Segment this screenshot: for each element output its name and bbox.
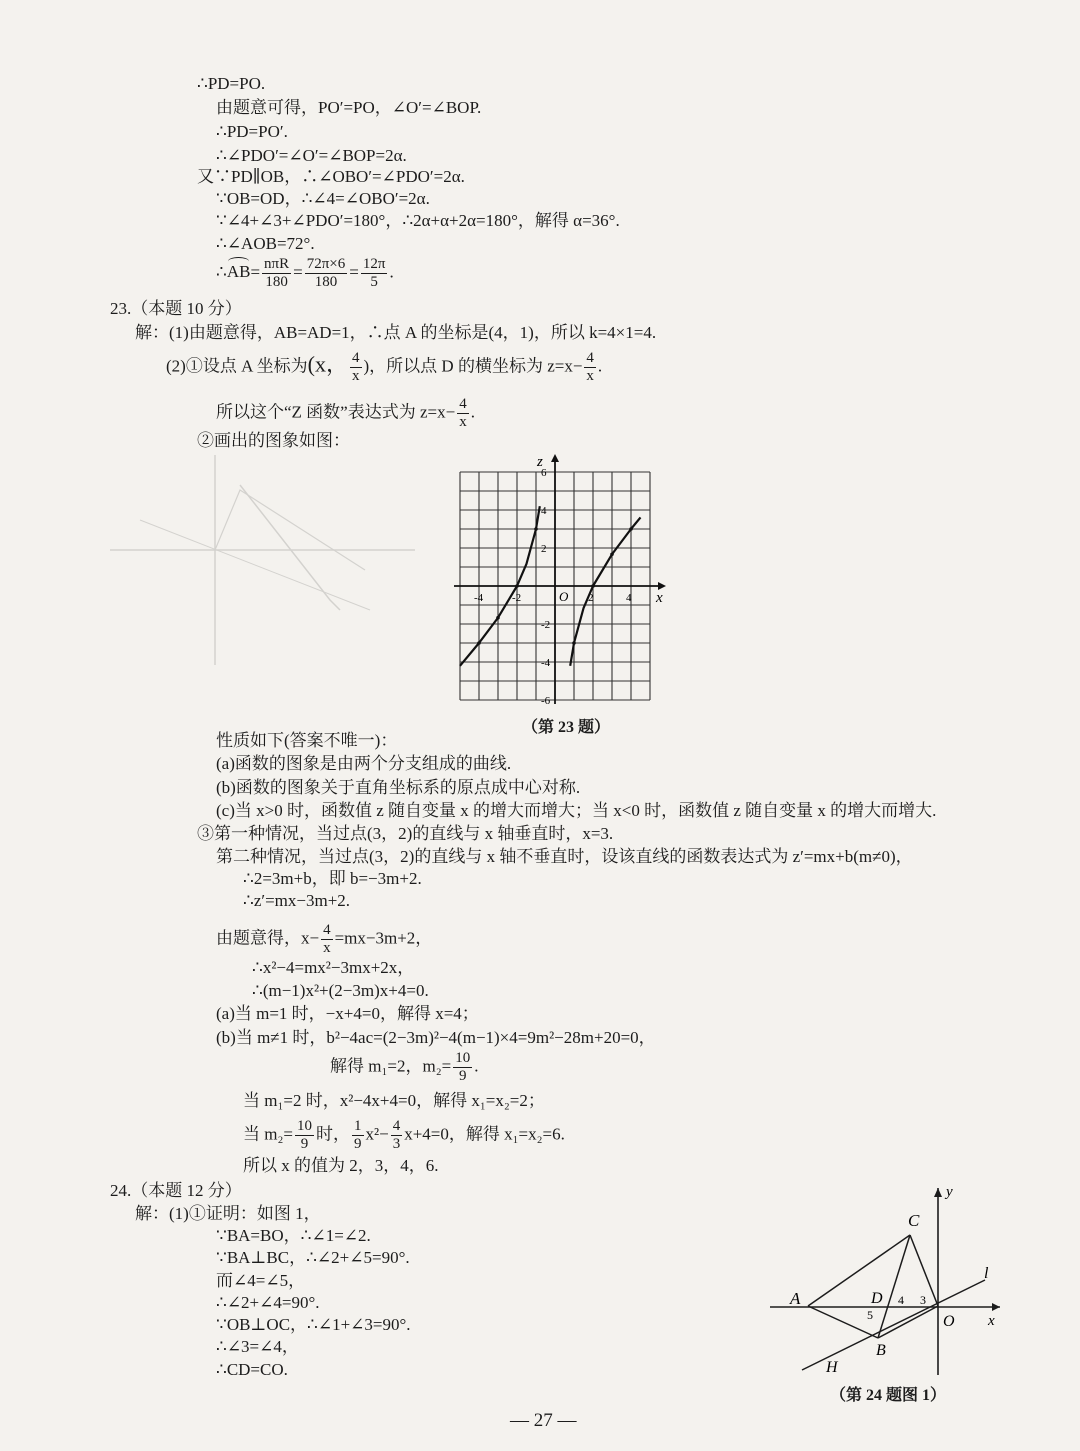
proof-line-6: ∵OB=OD，∴∠4=∠OBO′=2α. <box>216 189 430 208</box>
x-axis-arrow-icon <box>992 1303 1000 1311</box>
figure-24-caption: （第 24 题图 1） <box>830 1387 947 1404</box>
case-two: 第二种情况，当过点(3，2)的直线与 x 轴不垂直时，设该直线的函数表达式为 z′=mx+b(m≠0)， <box>216 847 913 866</box>
property-b: (b)函数的图象关于直角坐标系的原点成中心对称. <box>216 778 581 797</box>
graph-caption: （第 23 题） <box>522 719 611 736</box>
frac-num: 4 <box>586 350 594 366</box>
z-tick-label: -2 <box>541 619 551 631</box>
m2-case <box>243 1118 565 1153</box>
frac-num: 4 <box>459 396 467 412</box>
curve-point <box>534 527 538 531</box>
z-axis-label: z <box>537 454 543 470</box>
fraction <box>453 1050 472 1085</box>
frac-num: 4 <box>392 1118 401 1134</box>
label-d: D <box>871 1290 883 1307</box>
segment-ac <box>808 1235 910 1306</box>
label-l: l <box>984 1265 989 1282</box>
q24-line-1: 解：(1)①证明：如图 1， <box>135 1204 321 1223</box>
case-one: ③第一种情况，当过点(3，2)的直线与 x 轴垂直时，x=3. <box>197 824 614 843</box>
frac-num: 4 <box>352 350 360 366</box>
property-a: (a)函数的图象是由两个分支组成的曲线. <box>216 754 512 773</box>
label-c: C <box>908 1211 920 1230</box>
curve-point <box>515 584 519 588</box>
properties-heading: 性质如下(答案不唯一)： <box>216 731 398 750</box>
q24-line-6: ∵OB⊥OC，∴∠1+∠3=90°. <box>216 1315 411 1334</box>
label-angle-4: 4 <box>898 1293 904 1307</box>
text: 时， <box>316 1124 350 1144</box>
curve-point <box>572 641 576 645</box>
solve-equation <box>216 922 432 957</box>
x-tick-label: -4 <box>474 592 484 604</box>
therefore-symbol: ∴ <box>216 262 227 282</box>
label-y: y <box>946 1184 953 1200</box>
frac-den: 180 <box>314 274 338 290</box>
origin-label: O <box>559 589 569 604</box>
frac-den: x <box>323 940 331 956</box>
text: . <box>474 1056 479 1076</box>
frac-num: nπR <box>264 256 290 272</box>
equals: = <box>250 262 261 282</box>
frac-num: 1 <box>354 1118 362 1134</box>
label-b: B <box>876 1342 886 1359</box>
text: (2)①设点 A 坐标为 <box>166 356 308 376</box>
text: 所以这个“Z 函数”表达式为 z=x− <box>216 402 456 422</box>
curve-point <box>591 584 595 588</box>
q24-line-7: ∴∠3=∠4， <box>216 1337 299 1356</box>
solve-case-b: (b)当 m≠1 时，b²−4ac=(2−3m)²−4(m−1)×4=9m²−28m+20=0， <box>216 1028 656 1047</box>
frac-den: x <box>459 414 467 430</box>
q24-line-8: ∴CD=CO. <box>216 1360 288 1379</box>
text: . <box>597 356 603 376</box>
line-l <box>802 1280 985 1370</box>
period: . <box>389 262 394 282</box>
q24-line-4: 而∠4=∠5， <box>216 1271 306 1290</box>
label-h: H <box>826 1359 838 1376</box>
frac-den: 3 <box>392 1136 401 1152</box>
bleed-through-sketch <box>110 450 420 670</box>
curve-point <box>496 616 500 620</box>
fraction-npir <box>262 256 291 291</box>
geometry-figure-24 <box>760 1180 1010 1380</box>
arc-mark <box>228 257 250 266</box>
q24-line-5: ∴∠2+∠4=90°. <box>216 1293 320 1312</box>
x-axis-arrow-icon <box>658 582 666 590</box>
property-c: (c)当 x>0 时，函数值 z 随自变量 x 的增大而增大；当 x<0 时，函数值 z 随自变量 x 的增大而增大. <box>216 801 937 820</box>
frac-num: 12π <box>362 256 386 272</box>
curve-point <box>629 527 633 531</box>
frac-den: 9 <box>458 1068 467 1084</box>
label-a: A <box>790 1289 801 1308</box>
label-angle-3: 3 <box>920 1293 926 1307</box>
text: (x， <box>307 351 348 377</box>
proof-line-3: ∴PD=PO′. <box>216 122 288 141</box>
frac-num: 72π×6 <box>306 256 346 272</box>
z-tick-label: 2 <box>541 543 547 555</box>
q23-part2 <box>166 350 602 385</box>
frac-den: x <box>352 368 360 384</box>
x-tick-label: 2 <box>588 592 594 604</box>
curve-point <box>477 641 481 645</box>
q24-header: 24.（本题 12 分） <box>110 1181 242 1200</box>
z-tick-label: 4 <box>541 505 547 517</box>
z-tick-label: -4 <box>541 657 551 669</box>
arc-ab <box>227 261 251 283</box>
proof-line-5: 又∵PD∥OB，∴∠OBO′=∠PDO′=2α. <box>197 167 465 186</box>
z-tick-label: 6 <box>541 467 547 479</box>
q23-part1: 解：(1)由题意得，AB=AD=1，∴点 A 的坐标是(4，1)，所以 k=4×1=4. <box>135 323 657 342</box>
q23-header: 23.（本题 10 分） <box>110 299 242 318</box>
frac-den: 5 <box>370 274 378 290</box>
text: 当 m₂= <box>243 1124 293 1144</box>
frac-num: 4 <box>323 922 331 938</box>
fraction <box>321 922 333 957</box>
q23-graph-intro: ②画出的图象如图： <box>197 431 350 450</box>
roots-line <box>330 1050 478 1085</box>
frac-num: 10 <box>455 1050 471 1066</box>
frac-num: 10 <box>297 1118 312 1134</box>
fraction <box>391 1118 403 1153</box>
x-tick-label: 4 <box>626 592 632 604</box>
frac-den: 180 <box>265 274 288 290</box>
proof-line-8: ∴∠AOB=72°. <box>216 234 315 253</box>
z-tick-label: -6 <box>541 695 551 707</box>
fraction-72pi <box>305 256 348 291</box>
arc-ab-label: AB <box>226 262 251 282</box>
proof-line-2: 由题意可得，PO′=PO，∠O′=∠BOP. <box>216 98 482 117</box>
text: . <box>470 402 475 422</box>
fraction <box>584 350 596 385</box>
arc-length-line: ∴ AB= $\frac{\text{nπR}}{180}$ = $\frac{72\pi\times 6}{180}$ = $\frac{12\pi}{5}$ . <box>216 256 394 290</box>
frac-den: 9 <box>300 1136 309 1152</box>
conclusion: 所以 x 的值为 2，3，4，6. <box>243 1156 439 1175</box>
q23-expression <box>216 396 475 431</box>
case-two-z: ∴z′=mx−3m+2. <box>243 891 351 910</box>
q24-line-2: ∵BA=BO，∴∠1=∠2. <box>216 1226 371 1245</box>
proof-line-1: ∴PD=PO. <box>197 74 266 93</box>
solve-step-2: ∴(m−1)x²+(2−3m)x+4=0. <box>252 981 429 1000</box>
segment-cb <box>878 1235 910 1338</box>
fraction <box>352 1118 364 1153</box>
label-angle-5: 5 <box>867 1308 873 1322</box>
m1-case: 当 m₁=2 时，x²−4x+4=0，解得 x₁=x₂=2； <box>243 1091 545 1110</box>
solve-case-a: (a)当 m=1 时，−x+4=0，解得 x=4； <box>216 1004 479 1023</box>
text: x²− <box>365 1124 389 1144</box>
page-number: — 27 — <box>510 1410 577 1431</box>
frac-den: x <box>586 368 594 384</box>
text: )，所以点 D 的横坐标为 z=x− <box>363 356 583 376</box>
label-x: x <box>988 1313 995 1329</box>
frac-den: 9 <box>354 1136 362 1152</box>
text: 由题意得，x− <box>216 928 320 948</box>
solve-step-1: ∴x²−4=mx²−3mx+2x， <box>252 958 415 977</box>
proof-line-7: ∵∠4+∠3+∠PDO′=180°，∴2α+α+2α=180°，解得 α=36°. <box>216 211 620 230</box>
q24-line-3: ∵BA⊥BC，∴∠2+∠5=90°. <box>216 1248 410 1267</box>
case-two-b: ∴2=3m+b，即 b=−3m+2. <box>243 869 422 888</box>
curve-point <box>610 552 614 556</box>
y-axis-arrow-icon <box>934 1188 942 1197</box>
text: 解得 m₁=2，m₂= <box>330 1056 452 1076</box>
z-function-graph <box>440 450 670 715</box>
paren-group <box>308 351 348 376</box>
x-axis-label: x <box>656 590 663 606</box>
x-tick-label: -2 <box>512 592 522 604</box>
proof-line-4: ∴∠PDO′=∠O′=∠BOP=2α. <box>216 146 407 165</box>
fraction <box>295 1118 314 1153</box>
z-axis-arrow-icon <box>551 454 559 462</box>
fraction <box>350 350 362 385</box>
fraction-12pi <box>361 256 388 291</box>
label-o: O <box>943 1313 955 1330</box>
text: =mx−3m+2， <box>334 928 433 948</box>
fraction <box>457 396 469 431</box>
text: x+4=0，解得 x₁=x₂=6. <box>404 1124 565 1144</box>
